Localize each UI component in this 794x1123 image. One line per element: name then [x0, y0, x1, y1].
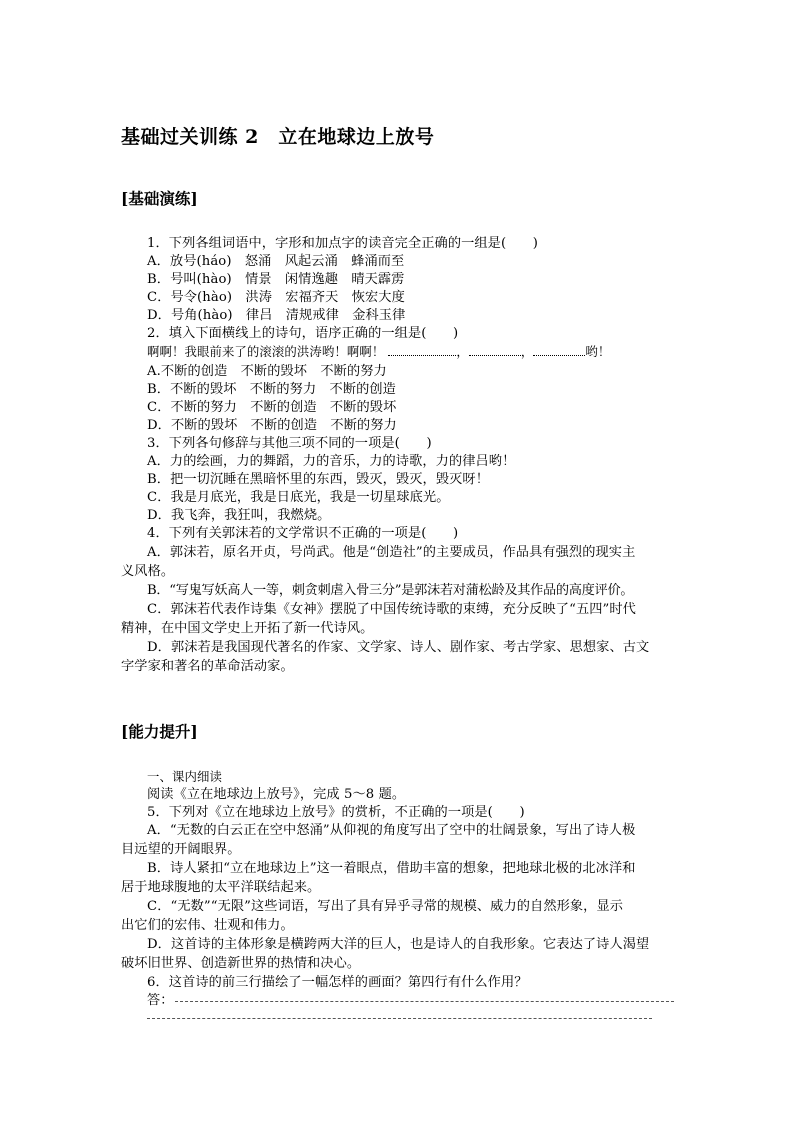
fill-blank-3[interactable] — [533, 345, 585, 356]
q2-end: 哟！ — [585, 344, 611, 359]
q2-option-b: B．不断的毁坏 不断的努力 不断的创造 — [147, 382, 396, 397]
q2-comma-1: ， — [456, 344, 469, 359]
q5-stem: 5．下列对《立在地球边上放号》的赏析，不正确的一项是( ) — [147, 805, 525, 820]
q1-option-d: D．号角(hào) 律吕 清规戒律 金科玉律 — [147, 308, 406, 323]
q4-option-c-line1: C．郭沫若代表作诗集《女神》摆脱了中国传统诗歌的束缚，充分反映了“五四”时代 — [147, 602, 636, 617]
q4-option-b: B．“写鬼写妖高人一等，刺贪刺虐入骨三分”是郭沫若对蒲松龄及其作品的高度评价。 — [147, 583, 634, 598]
section-heading-advanced: [能力提升] — [121, 722, 198, 741]
q4-stem: 4．下列有关郭沫若的文学常识不正确的一项是( ) — [147, 526, 459, 541]
page-title: 基础过关训练 2 立在地球边上放号 — [121, 126, 435, 148]
q2-comma-2: ， — [520, 344, 534, 359]
q5-option-d-line1: D．这首诗的主体形象是横跨两大洋的巨人，也是诗人的自我形象。它表达了诗人渴望 — [147, 937, 650, 952]
q4-option-a-line1: A．郭沫若，原名开贞，号尚武。他是“创造社”的主要成员，作品具有强烈的现实主 — [147, 545, 636, 560]
q2-prompt-start: 啊啊！我眼前来了的滚滚的洪涛哟！啊啊！ — [147, 344, 385, 359]
q3-option-b: B．把一切沉睡在黑暗怀里的东西，毁灭，毁灭，毁灭呀！ — [147, 472, 489, 487]
q1-stem: 1．下列各组词语中，字形和加点字的读音完全正确的一组是( ) — [147, 236, 539, 251]
q3-option-d: D．我飞奔，我狂叫，我燃烧。 — [147, 508, 331, 523]
part1-heading: 一、课内细读 — [147, 769, 222, 784]
q2-stem: 2．填入下面横线上的诗句，语序正确的一组是( ) — [147, 326, 459, 341]
q5-option-c-line1: C．“无数”“无限”这些词语，写出了具有异乎寻常的规模、威力的自然形象，显示 — [147, 899, 624, 914]
q2-option-c: C．不断的努力 不断的创造 不断的毁坏 — [147, 400, 397, 415]
q6-stem: 6．这首诗的前三行描绘了一幅怎样的画面？第四行有什么作用？ — [147, 975, 528, 990]
q5-option-c-line2: 出它们的宏伟、壮观和伟力。 — [121, 918, 294, 933]
q4-option-a-line2: 义风格。 — [121, 564, 175, 579]
q2-option-d: D．不断的毁坏 不断的创造 不断的努力 — [147, 418, 397, 433]
q5-option-b-line2: 居于地球腹地的太平洋联结起来。 — [121, 880, 321, 895]
q2-prompt — [147, 343, 610, 361]
q5-option-a-line1: A．“无数的白云正在空中怒涌”从仰视的角度写出了空中的壮阔景象，写出了诗人极 — [147, 823, 636, 838]
answer-line-2[interactable] — [147, 1018, 652, 1019]
answer-line-1[interactable] — [175, 1001, 674, 1002]
section-heading-basic: [基础演练] — [121, 189, 198, 208]
q2-option-a: A.不断的创造 不断的毁坏 不断的努力 — [147, 364, 387, 379]
q5-option-a-line2: 目远望的开阔眼界。 — [121, 842, 241, 857]
q5-option-b-line1: B．诗人紧扣“立在地球边上”这一着眼点，借助丰富的想象，把地球北极的北冰洋和 — [147, 861, 636, 876]
q1-option-b: B．号叫(hào) 情景 闲情逸趣 晴天霹雳 — [147, 272, 405, 287]
q5-option-d-line2: 破坏旧世界、创造新世界的热情和决心。 — [121, 956, 361, 971]
q6-answer-label: 答： — [147, 993, 174, 1008]
q4-option-c-line2: 精神，在中国文学史上开拓了新一代诗风。 — [121, 621, 374, 636]
fill-blank-1[interactable] — [388, 345, 456, 356]
q1-option-c: C．号令(hào) 洪涛 宏福齐天 恢宏大度 — [147, 290, 405, 305]
q4-option-d-line2: 字学家和著名的革命活动家。 — [121, 659, 294, 674]
q1-option-a: A．放号(háo) 怒涌 风起云涌 蜂涌而至 — [147, 254, 405, 269]
part1-intro: 阅读《立在地球边上放号》，完成 5～8 题。 — [147, 787, 406, 802]
q3-option-c: C．我是月底光，我是日底光，我是一切星球底光。 — [147, 490, 450, 505]
fill-blank-2[interactable] — [469, 345, 521, 356]
q3-option-a: A．力的绘画，力的舞蹈，力的音乐，力的诗歌，力的律吕哟！ — [147, 454, 516, 469]
q4-option-d-line1: D．郭沫若是我国现代著名的作家、文学家、诗人、剧作家、考古学家、思想家、古文 — [147, 640, 650, 655]
q3-stem: 3．下列各句修辞与其他三项不同的一项是( ) — [147, 436, 432, 451]
